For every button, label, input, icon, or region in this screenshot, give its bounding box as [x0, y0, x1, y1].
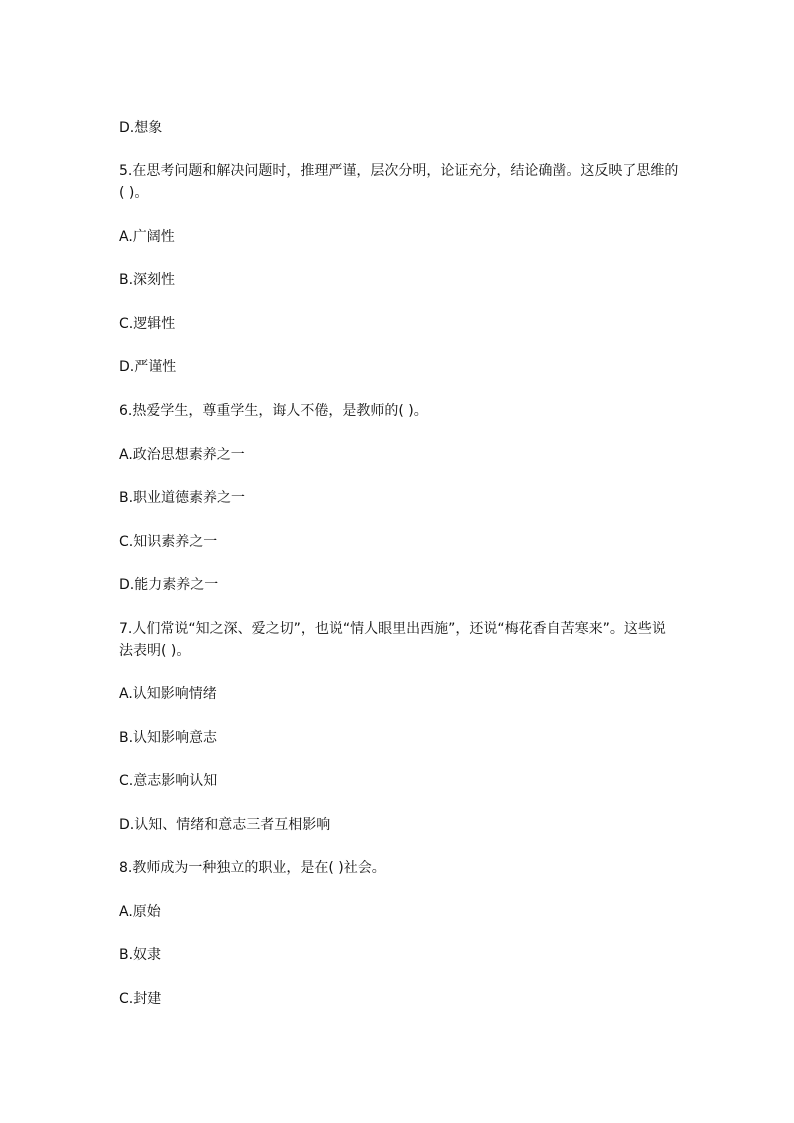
question-6-text: 6.热爱学生，尊重学生，诲人不倦，是教师的( )。 [119, 403, 428, 419]
question-7 [119, 618, 679, 662]
question-5-option-d: D.严谨性 [119, 359, 177, 375]
question-6-option-c: C.知识素养之一 [119, 534, 218, 550]
question-6-option-a: A.政治思想素养之一 [119, 447, 245, 463]
question-7-option-a: A.认知影响情绪 [119, 686, 217, 702]
question-8-text: 8.教师成为一种独立的职业，是在( )社会。 [119, 860, 386, 876]
question-8-option-a: A.原始 [119, 904, 161, 920]
option-d-imagination: D.想象 [119, 120, 163, 136]
question-8-option-b: B.奴隶 [119, 947, 162, 963]
question-7-option-c: C.意志影响认知 [119, 773, 218, 789]
question-6-option-b: B.职业道德素养之一 [119, 490, 246, 506]
question-7-option-b: B.认知影响意志 [119, 730, 218, 746]
question-7-text: 7.人们常说“知之深、爱之切”，也说“情人眼里出西施”，还说“梅花香自苦寒来”。这些说法表明( )。 [119, 621, 666, 659]
question-5-option-c: C.逻辑性 [119, 316, 176, 332]
question-5-text: 5.在思考问题和解决问题时，推理严谨，层次分明，论证充分，结论确凿。这反映了思维的( )。 [119, 163, 679, 201]
question-6-option-d: D.能力素养之一 [119, 577, 219, 593]
question-7-option-d: D.认知、情绪和意志三者互相影响 [119, 817, 331, 833]
question-5-option-b: B.深刻性 [119, 272, 176, 288]
question-5 [119, 160, 679, 204]
question-8-option-c: C.封建 [119, 991, 162, 1007]
question-5-option-a: A.广阔性 [119, 229, 175, 245]
